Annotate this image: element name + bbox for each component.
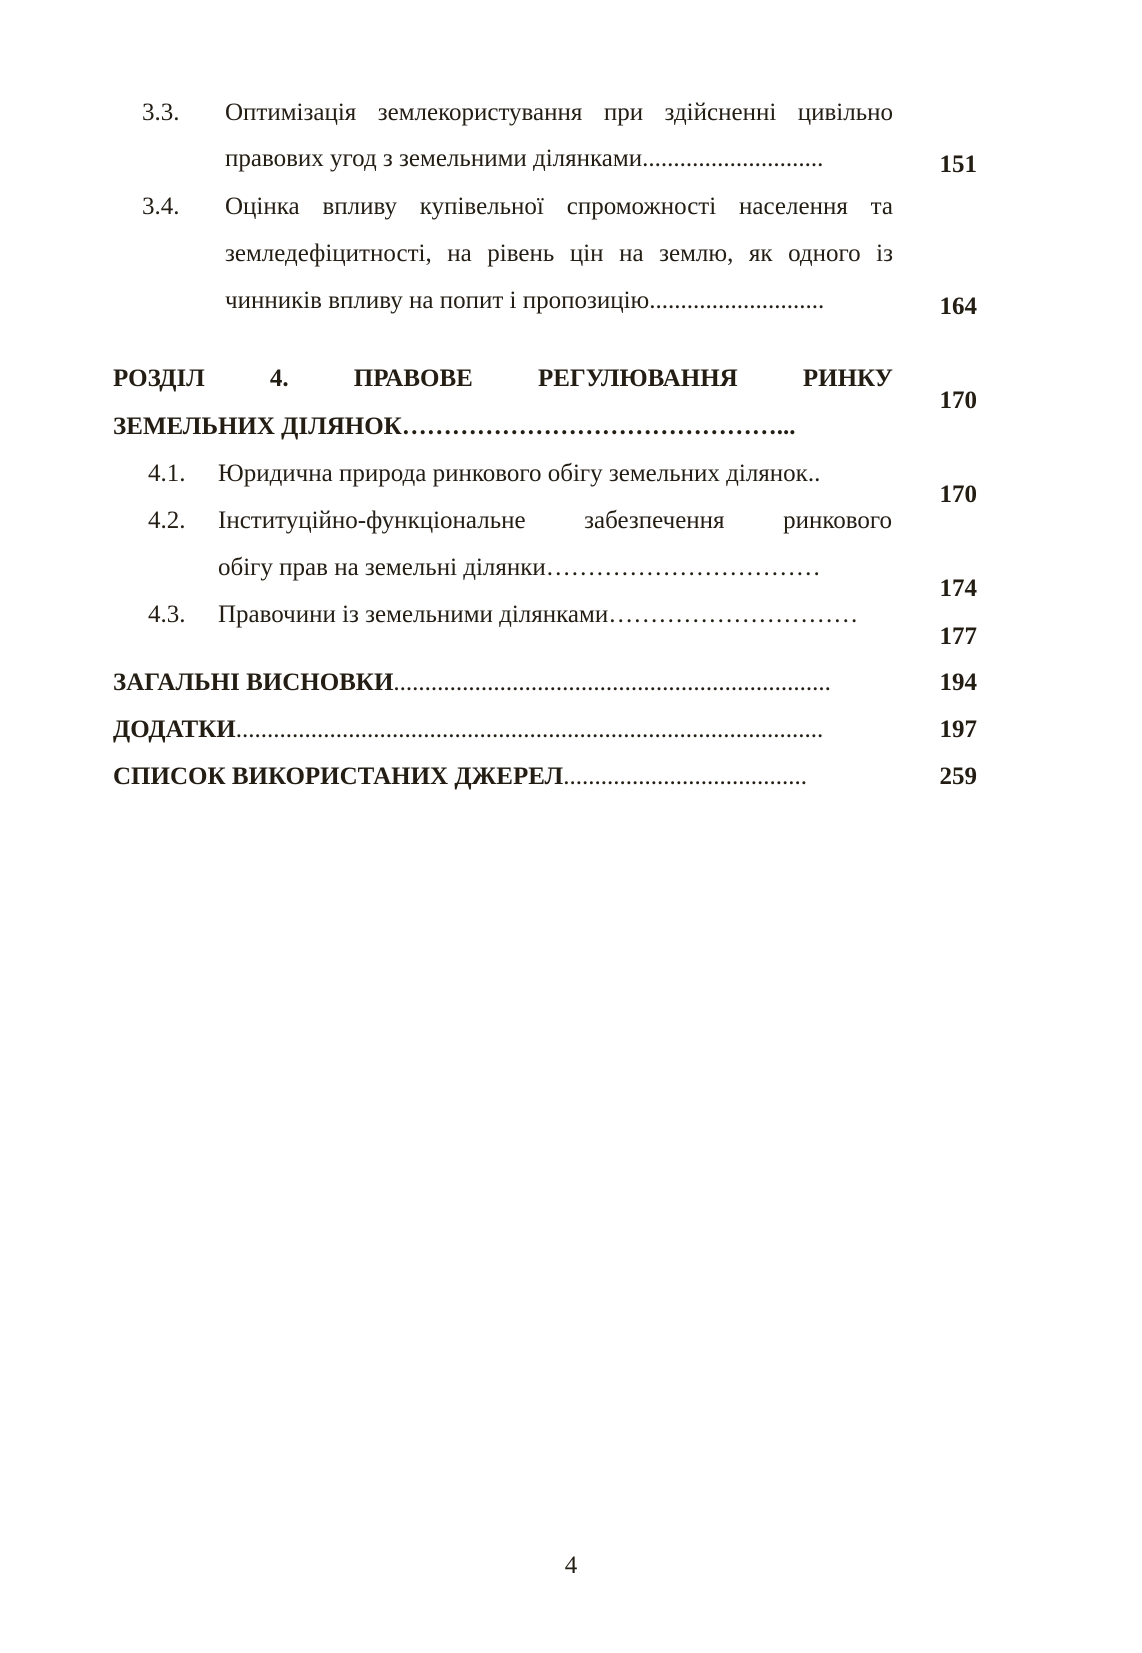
- toc-conclusions: [113, 668, 831, 698]
- toc-number-3-3: 3.3.: [142, 99, 180, 126]
- toc-number-4-3: 4.3.: [148, 601, 186, 628]
- toc-page-4-3: 177: [939, 623, 977, 650]
- toc-conclusions-label: ЗАГАЛЬНІ ВИСНОВКИ: [113, 669, 394, 696]
- toc-page-appendices: 197: [939, 716, 977, 743]
- toc-sources: [113, 762, 807, 792]
- toc-page-3-4: 164: [939, 293, 977, 320]
- toc-sources-label: СПИСОК ВИКОРИСТАНИХ ДЖЕРЕЛ: [113, 763, 564, 790]
- toc-page-3-3: 151: [939, 151, 977, 178]
- toc-sources-leaders: .......................................: [563, 763, 807, 790]
- toc-page-4-1: 170: [939, 481, 977, 508]
- toc-page-chapter-4: 170: [939, 387, 977, 414]
- toc-title-3-3-line1: Оптимізація землекористування при здійсненні цивільно: [225, 99, 893, 126]
- toc-title-4-2-line2: обігу прав на земельні ділянки……………………………: [218, 554, 821, 581]
- page-number: 4: [564, 1552, 578, 1579]
- toc-page-sources: 259: [939, 763, 977, 790]
- toc-appendices: [113, 715, 823, 745]
- toc-title-3-3-line2: правових угод з земельними ділянками.............................: [225, 145, 824, 172]
- toc-title-3-4-line2: земледефіцитності, на рівень цін на землю, як одного із: [225, 240, 893, 267]
- toc-page-conclusions: 194: [939, 669, 977, 696]
- toc-appendices-leaders: ..............................................................................................: [235, 716, 824, 743]
- toc-page-4-2: 174: [939, 575, 977, 602]
- toc-number-4-2: 4.2.: [148, 507, 186, 534]
- toc-chapter-4-line1: РОЗДІЛ 4. ПРАВОВЕ РЕГУЛЮВАННЯ РИНКУ: [113, 365, 893, 392]
- toc-title-4-1: Юридична природа ринкового обігу земельних ділянок..: [218, 460, 821, 487]
- toc-title-3-4-line3: чинників впливу на попит і пропозицію............................: [225, 287, 825, 314]
- toc-conclusions-leaders: ......................................................................: [393, 669, 831, 696]
- toc-title-4-3: Правочини із земельними ділянками…………………………: [218, 601, 859, 628]
- toc-title-3-4-line1: Оцінка впливу купівельної спроможності населення та: [225, 193, 893, 220]
- toc-number-4-1: 4.1.: [148, 460, 186, 487]
- toc-number-3-4: 3.4.: [142, 193, 180, 220]
- toc-appendices-label: ДОДАТКИ: [113, 716, 236, 743]
- toc-chapter-4-line2: ЗЕМЕЛЬНИХ ДІЛЯНОК………………………………………...: [113, 413, 796, 440]
- toc-title-4-2-line1: Інституційно-функціональне забезпечення ринкового: [218, 507, 892, 534]
